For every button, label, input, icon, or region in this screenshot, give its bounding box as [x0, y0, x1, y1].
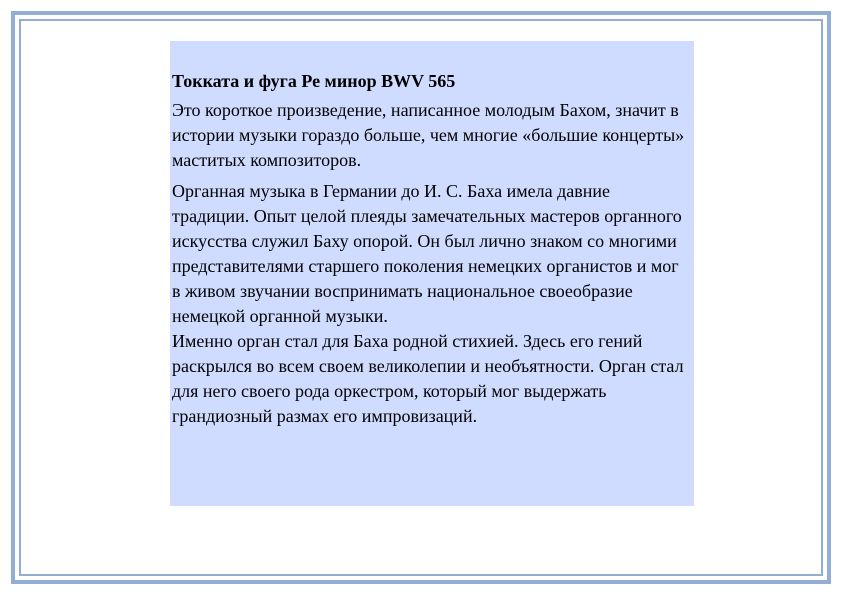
paragraph-intro: Это короткое произведение, написанное молодым Бахом, значит в истории музыки гораздо больше, чем многие «большие концерты» маститых композиторов. — [172, 100, 685, 170]
text-panel — [170, 41, 694, 506]
paragraph-organ-tradition: Органная музыка в Германии до И. С. Баха имела давние традиции. Опыт целой плеяды замечательных мастеров органного искусства служил Баху опорой. Он был лично знаком со многими представителями старшего поколения немецких органистов и мог в живом звучании воспринимать национальное своеобразие немецкой органной музыки. — [172, 181, 682, 326]
paragraph-organ-element: Именно орган стал для Баха родной стихией. Здесь его гений раскрылся во всем своем великолепии и необъятности. Орган стал для него своего рода оркестром, который мог выдержать грандиозный размах его импровизаций. — [172, 331, 684, 426]
slide-title: Токката и фуга Ре минор BWV 565 — [172, 71, 456, 91]
